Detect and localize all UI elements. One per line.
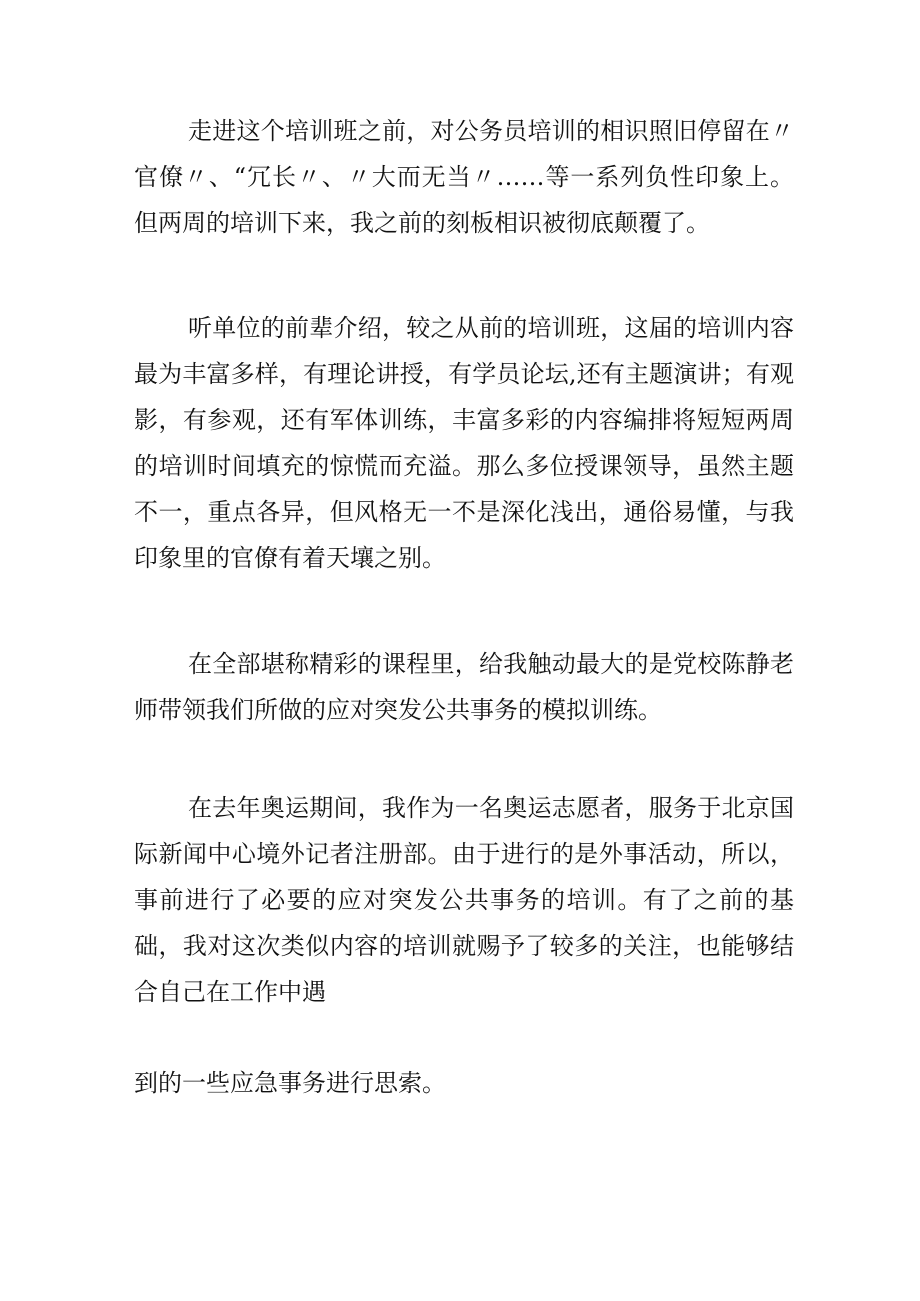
paragraph-2: 听单位的前辈介绍，较之从前的培训班，这届的培训内容最为丰富多样，有理论讲授，有学员论坛,还有主题演讲；有观影，有参观，还有军体训练，丰富多彩的内容编排将短短两周的培训时间填充的惊慌而充溢。那么多位授课领导，虽然主题不一，重点各异，但风格无一不是深化浅出，通俗易懂，与我印象里的官僚有着天壤之别。 bbox=[134, 314, 794, 572]
paragraph-3: 在全部堪称精彩的课程里，给我触动最大的是党校陈静老师带领我们所做的应对突发公共事务的模拟训练。 bbox=[134, 650, 794, 724]
paragraph-5: 到的一些应急事务进行思索。 bbox=[134, 1069, 446, 1097]
paragraph-1: 走进这个培训班之前，对公务员培训的相识照旧停留在〃官僚〃、“冗长〃、〃大而无当〃……等一系列负性印象上。但两周的培训下来，我之前的刻板相识被彻底颠覆了。 bbox=[134, 117, 794, 237]
paragraph-4: 在去年奥运期间，我作为一名奥运志愿者，服务于北京国际新闻中心境外记者注册部。由于进行的是外事活动，所以，事前进行了必要的应对突发公共事务的培训。有了之前的基础，我对这次类似内容的培训就赐予了较多的关注，也能够结合自己在工作中遇 bbox=[134, 794, 794, 1006]
